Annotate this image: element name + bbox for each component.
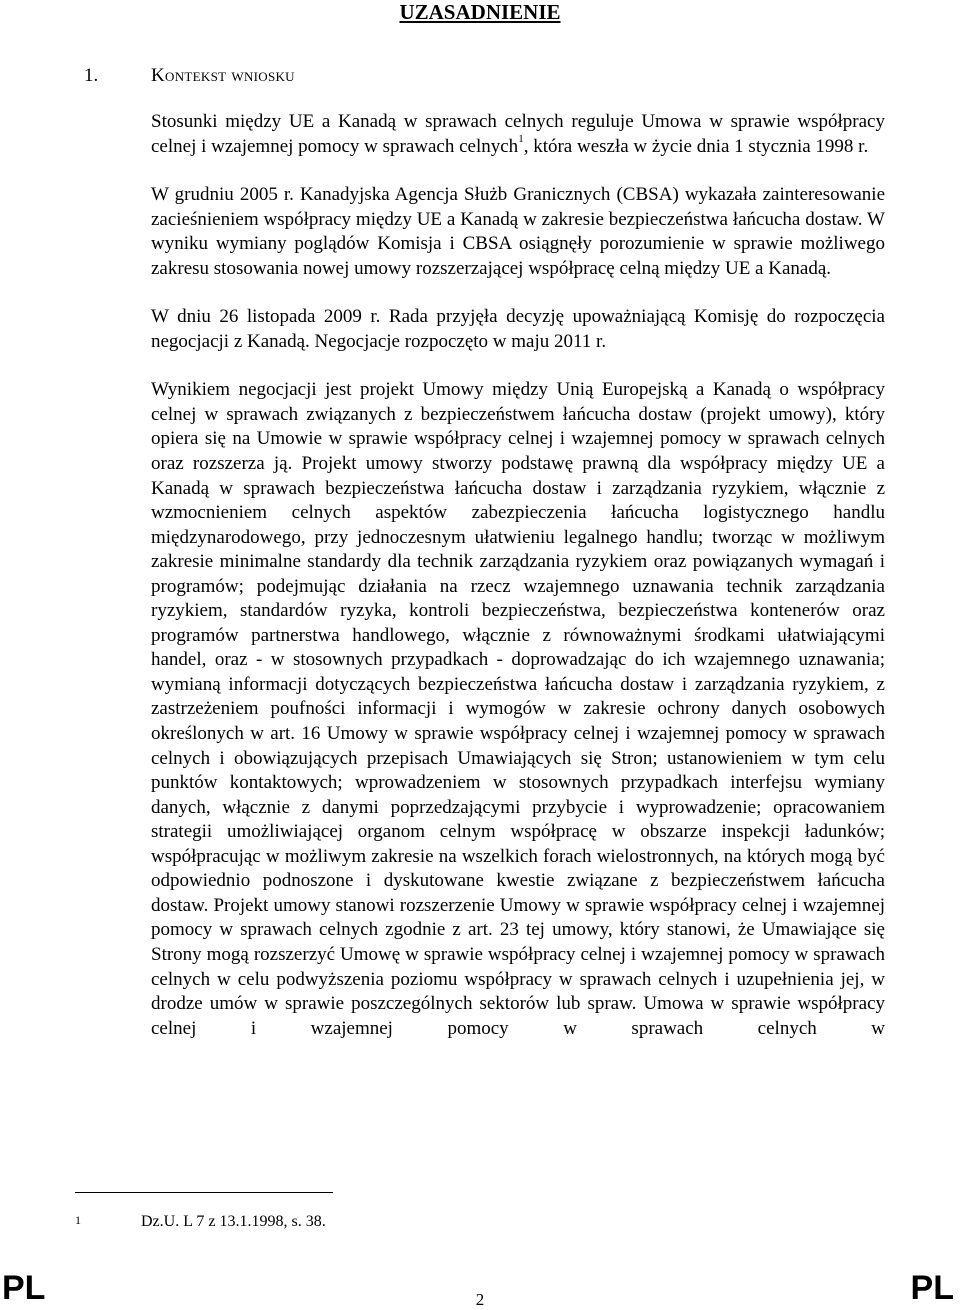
footnote	[75, 1212, 326, 1232]
footnote-separator	[75, 1192, 333, 1193]
paragraph-2: W grudniu 2005 r. Kanadyjska Agencja Służb Granicznych (CBSA) wykazała zainteresowanie zacieśnieniem współpracy między UE a Kanadą w zakresie bezpieczeństwa łańcucha dostaw. W wyniku wymiany poglądów Komisja i CBSA osiągnęły porozumienie w sprawie możliwego zakresu stosowania nowej umowy rozszerzającej współpracę celną między UE a Kanadą.	[151, 184, 885, 279]
paragraph-1-text: Stosunki między UE a Kanadą w sprawach celnych reguluje Umowa w sprawie współpracy celnej i wzajemnej pomocy w sprawach celnych	[151, 111, 885, 157]
paragraph-3: W dniu 26 listopada 2009 r. Rada przyjęła decyzję upoważniającą Komisję do rozpoczęcia negocjacji z Kanadą. Negocjacje rozpoczęto w maju 2011 r.	[151, 306, 885, 352]
paragraph-1	[151, 110, 885, 159]
paragraph-4: Wynikiem negocjacji jest projekt Umowy między Unią Europejską a Kanadą o współpracy celnej w sprawach związanych z bezpieczeństwem łańcucha dostaw (projekt umowy), który opiera się na Umowie w sprawie współpracy celnej i wzajemnej pomocy w sprawach celnych oraz rozszerza ją. Projekt umowy stworzy podstawę prawną dla współpracy między UE a Kanadą w sprawach bezpieczeństwa łańcucha dostaw i zarządzania ryzykiem, włącznie z wzmocnieniem celnych aspektów zabezpieczenia łańcucha logistycznego handlu międzynarodowego, przy jednoczesnym ułatwieniu legalnego handlu; tworząc w możliwym zakresie minimalne standardy dla technik zarządzania ryzykiem oraz powiązanych wymagań i programów; podejmując działania na rzecz wzajemnego uznawania technik zarządzania ryzykiem, standardów ryzyka, kontroli bezpieczeństwa, bezpieczeństwa kontenerów oraz programów partnerstwa handlowego, włącznie z równoważnymi środkami ułatwiającymi handel, oraz - w stosownych przypadkach - doprowadzając do ich wzajemnego uznawania; wymianą informacji dotyczących bezpieczeństwa łańcucha dostaw i zarządzania ryzykiem, z zastrzeżeniem poufności informacji i wymogów w zakresie ochrony danych osobowych określonych w art. 16 Umowy w sprawie współpracy celnej i wzajemnej pomocy w sprawach celnych i obowiązujących przepisach Umawiających się Stron; ustanowieniem w tym celu punktów kontaktowych; wprowadzeniem w stosownych przypadkach interfejsu wymiany danych, włącznie z danymi poprzedzającymi przybycie i wyprowadzenie; opracowaniem strategii umożliwiającej organom celnym współpracę w obszarze inspekcji ładunków; współpracując w możliwym zakresie na wszelkich forach wielostronnych, na których mogą być odpowiednio podnoszone i dyskutowane kwestie związane z bezpieczeństwem łańcucha dostaw. Projekt umowy stanowi rozszerzenie Umowy w sprawie współpracy celnej i wzajemnej pomocy w sprawach celnych zgodnie z art. 23 tej umowy, który stanowi, że Umawiające się Strony mogą rozszerzyć Umowę w sprawie współpracy celnej i wzajemnej pomocy w sprawach celnych w celu podwyższenia poziomu współpracy w sprawach celnych i uzupełnienia jej, w drodze umów w sprawie poszczególnych sektorów lub spraw. Umowa w sprawie współpracy celnej i wzajemnej pomocy w sprawach celnych w	[151, 379, 885, 1039]
language-code-right: PL	[910, 1269, 954, 1307]
footnote-text: Dz.U. L 7 z 13.1.1998, s. 38.	[141, 1213, 326, 1230]
footnote-reference[interactable]: 1	[518, 133, 524, 146]
language-code-left: PL	[2, 1269, 46, 1307]
page-number: 2	[475, 1290, 485, 1309]
section-title: Kontekst wniosku	[151, 65, 295, 86]
footnote-marker: 1	[75, 1213, 81, 1227]
paragraph-1-text-end: , która weszła w życie dnia 1 stycznia 1998 r.	[523, 135, 869, 157]
section-number: 1.	[84, 65, 99, 86]
document-title: UZASADNIENIE	[399, 0, 561, 24]
document-body	[151, 110, 885, 1041]
section-heading	[84, 64, 295, 88]
